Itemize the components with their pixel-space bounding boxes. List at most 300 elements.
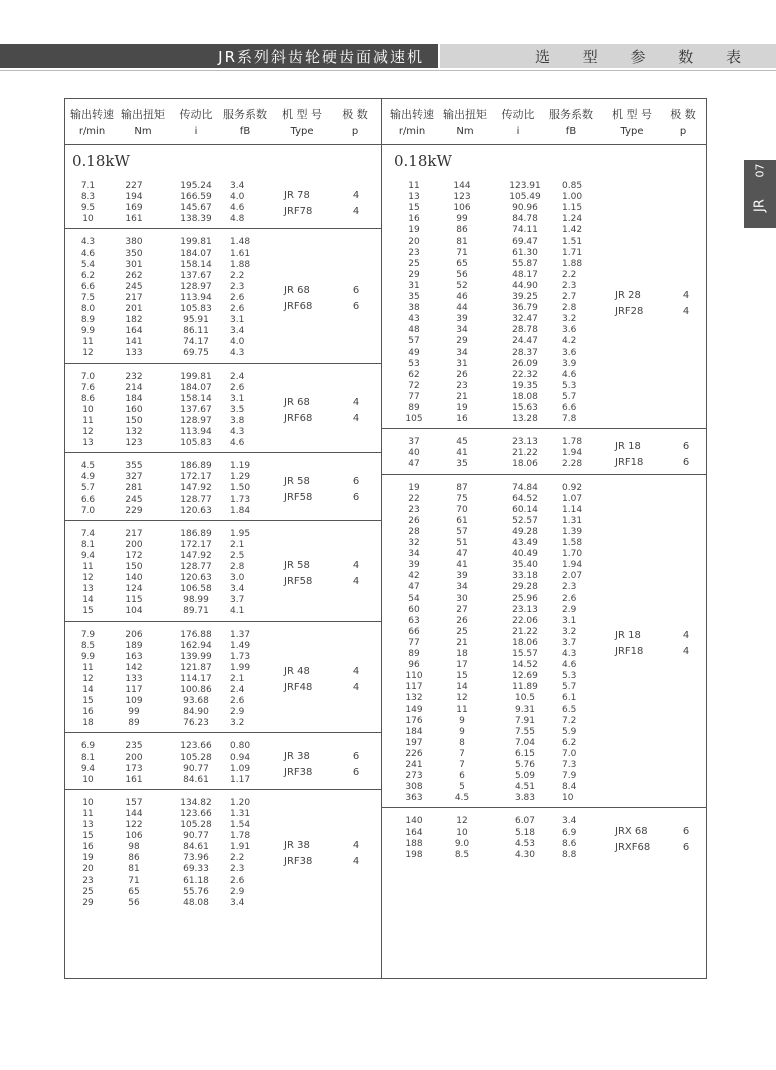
- ratio-cell: 5.76: [514, 760, 536, 770]
- torque-cell: 214: [125, 382, 143, 393]
- model-type: JRF78: [284, 206, 313, 218]
- ratio-cell: 137.67: [180, 270, 212, 281]
- speed-cell: 14: [82, 685, 94, 695]
- speed-cell: 140: [405, 816, 423, 827]
- model-type: JR 58: [284, 560, 310, 572]
- speed-cell: 117: [405, 682, 423, 693]
- service-factor-cell: 5.9: [562, 726, 577, 737]
- torque-cell: 173: [125, 763, 143, 774]
- table-row: [0, 181, 776, 192]
- table-row: [0, 571, 776, 582]
- service-factor-cell: 4.0: [230, 337, 245, 348]
- model-type: JR 58: [284, 475, 310, 487]
- torque-cell: 4.5: [454, 793, 470, 804]
- service-factor-cell: 3.6: [562, 347, 577, 358]
- service-factor-cell: 2.8: [230, 562, 245, 572]
- table-row: [0, 237, 776, 248]
- service-factor-cell: 2.6: [230, 304, 245, 314]
- torque-cell: 46: [456, 292, 468, 302]
- table-row: [0, 816, 776, 827]
- service-factor-cell: 3.1: [230, 315, 245, 326]
- torque-cell: 9: [459, 726, 465, 737]
- speed-cell: 15: [82, 606, 94, 617]
- service-factor-cell: 1.58: [562, 538, 583, 548]
- speed-cell: 23: [408, 247, 420, 258]
- ratio-cell: 43.49: [512, 538, 538, 548]
- table-row: [0, 560, 776, 571]
- service-factor-cell: 4.6: [562, 660, 577, 671]
- speed-cell: 49: [408, 347, 420, 358]
- ratio-cell: 25.96: [512, 593, 538, 604]
- speed-cell: 8.5: [80, 640, 96, 651]
- ratio-cell: 61.30: [512, 247, 538, 258]
- service-factor-cell: 1.61: [230, 248, 251, 259]
- ratio-cell: 4.51: [514, 782, 536, 793]
- speed-cell: 89: [408, 649, 420, 659]
- torque-cell: 44: [456, 303, 468, 314]
- ratio-cell: 100.86: [180, 685, 212, 695]
- torque-cell: 7: [459, 748, 465, 759]
- torque-cell: 39: [456, 314, 468, 325]
- service-factor-cell: 3.2: [230, 718, 245, 729]
- pole-count: 4: [352, 397, 360, 409]
- speed-cell: 11: [82, 562, 94, 572]
- speed-cell: 7.4: [80, 528, 96, 539]
- model-type: JRF48: [284, 682, 313, 694]
- service-factor-cell: 0.85: [562, 181, 583, 191]
- speed-cell: 6.6: [80, 281, 96, 292]
- service-factor-cell: 2.6: [230, 292, 245, 303]
- speed-cell: 8.1: [80, 539, 96, 550]
- speed-cell: 18: [82, 718, 94, 729]
- service-factor-cell: 3.6: [562, 325, 577, 336]
- col-speed-unit: r/min: [398, 126, 426, 137]
- torque-cell: 169: [125, 203, 143, 214]
- speed-cell: 63: [408, 615, 420, 626]
- col-type-unit: Type: [620, 126, 644, 137]
- torque-cell: 206: [125, 629, 143, 640]
- ratio-cell: 84.61: [183, 842, 209, 853]
- service-factor-cell: 3.1: [230, 393, 245, 404]
- torque-cell: 140: [125, 573, 143, 584]
- model-type: JR 18: [615, 440, 641, 452]
- service-factor-cell: 7.9: [562, 771, 577, 782]
- speed-cell: 10: [82, 214, 94, 225]
- speed-cell: 12: [82, 427, 94, 437]
- service-factor-cell: 0.80: [230, 741, 251, 752]
- speed-cell: 6.9: [80, 741, 96, 752]
- torque-cell: 122: [125, 820, 143, 830]
- torque-cell: 355: [125, 461, 143, 472]
- ratio-cell: 90.77: [183, 831, 209, 842]
- ratio-cell: 18.08: [512, 391, 538, 402]
- speed-cell: 29: [82, 897, 94, 908]
- table-row: [0, 516, 776, 527]
- table-row: [0, 828, 776, 839]
- ratio-cell: 84.78: [512, 214, 538, 225]
- model-type: JRF68: [284, 301, 313, 313]
- torque-cell: 245: [125, 494, 143, 505]
- service-factor-cell: 3.4: [230, 584, 245, 595]
- speed-cell: 77: [408, 391, 420, 402]
- speed-cell: 7.0: [80, 505, 96, 516]
- pole-count: 4: [352, 576, 360, 588]
- service-factor-cell: 1.48: [230, 237, 251, 248]
- ratio-cell: 93.68: [183, 696, 209, 707]
- pole-count: 6: [352, 766, 360, 778]
- ratio-cell: 21.22: [512, 448, 538, 459]
- ratio-cell: 166.59: [180, 192, 212, 203]
- speed-cell: 11: [82, 808, 94, 819]
- pole-count: 4: [352, 190, 360, 202]
- table-row: [0, 605, 776, 616]
- speed-cell: 184: [405, 726, 423, 737]
- service-factor-cell: 1.14: [562, 504, 583, 515]
- service-factor-cell: 1.31: [562, 515, 583, 526]
- ratio-cell: 15.57: [512, 649, 538, 659]
- ratio-cell: 7.55: [514, 726, 536, 737]
- table-row: [0, 850, 776, 861]
- service-factor-cell: 3.2: [562, 626, 577, 637]
- ratio-cell: 69.75: [183, 348, 209, 359]
- ratio-cell: 186.89: [180, 461, 212, 472]
- pole-count: 6: [682, 456, 690, 468]
- pole-count: 6: [352, 301, 360, 313]
- speed-cell: 7.5: [80, 292, 96, 303]
- torque-cell: 301: [125, 259, 143, 270]
- torque-cell: 117: [125, 685, 143, 695]
- table-row: [0, 876, 776, 887]
- service-factor-cell: 10: [562, 793, 574, 804]
- torque-cell: 184: [125, 393, 143, 404]
- ratio-cell: 69.33: [183, 864, 209, 875]
- ratio-cell: 35.40: [512, 560, 538, 571]
- service-factor-cell: 3.2: [562, 314, 577, 325]
- torque-cell: 142: [125, 662, 143, 673]
- ratio-cell: 184.07: [180, 382, 212, 393]
- col-pole-label: 极 数: [342, 108, 368, 121]
- ratio-cell: 84.61: [183, 774, 209, 785]
- model-type: JR 78: [284, 190, 310, 202]
- service-factor-cell: 2.9: [562, 604, 577, 615]
- pole-count: 4: [352, 560, 360, 572]
- group-divider: [382, 474, 707, 475]
- ratio-cell: 89.71: [183, 606, 209, 617]
- model-type: JRF28: [615, 306, 644, 318]
- speed-cell: 20: [82, 864, 94, 875]
- service-factor-cell: 1.49: [230, 640, 251, 651]
- service-factor-cell: 1.99: [230, 662, 251, 673]
- torque-cell: 81: [128, 864, 140, 875]
- service-factor-cell: 1.17: [230, 774, 251, 785]
- service-factor-cell: 2.4: [230, 371, 245, 382]
- torque-cell: 75: [456, 493, 468, 504]
- ratio-cell: 105.28: [180, 820, 212, 830]
- col-pole-unit: p: [679, 126, 687, 137]
- speed-cell: 164: [405, 827, 423, 838]
- service-factor-cell: 2.6: [230, 875, 245, 886]
- service-factor-cell: 5.7: [562, 391, 577, 402]
- table-row: [0, 281, 776, 292]
- torque-cell: 141: [125, 337, 143, 348]
- speed-cell: 13: [82, 584, 94, 595]
- ratio-cell: 23.13: [512, 604, 538, 615]
- service-factor-cell: 8.6: [562, 838, 577, 849]
- table-row: [0, 259, 776, 270]
- speed-cell: 62: [408, 369, 420, 380]
- right-column-header: [382, 98, 707, 145]
- service-factor-cell: 2.1: [230, 539, 245, 550]
- ratio-cell: 128.77: [180, 562, 212, 572]
- service-factor-cell: 3.4: [230, 326, 245, 337]
- speed-cell: 25: [408, 258, 420, 269]
- table-row: [0, 738, 776, 749]
- table-row: [0, 325, 776, 336]
- torque-cell: 11: [456, 704, 468, 715]
- service-factor-cell: 2.9: [230, 707, 245, 718]
- torque-cell: 350: [125, 248, 143, 259]
- speed-cell: 9.4: [80, 763, 96, 774]
- col-service-label: 服务系数: [549, 108, 593, 121]
- torque-cell: 123: [125, 438, 143, 449]
- model-type: JRF38: [284, 856, 313, 868]
- torque-cell: 200: [125, 539, 143, 550]
- speed-cell: 19: [408, 482, 420, 493]
- ratio-cell: 114.17: [180, 673, 212, 684]
- col-torque-label: 输出扭矩: [121, 108, 165, 121]
- model-type: JRF58: [284, 576, 313, 588]
- table-row: [0, 348, 776, 359]
- col-type-unit: Type: [290, 126, 314, 137]
- service-factor-cell: 1.88: [230, 259, 251, 270]
- service-factor-cell: 3.5: [230, 404, 245, 415]
- service-factor-cell: 1.15: [562, 203, 583, 214]
- speed-cell: 7.9: [80, 629, 96, 640]
- col-pole-label: 极 数: [670, 108, 696, 121]
- service-factor-cell: 1.73: [230, 651, 251, 662]
- speed-cell: 11: [82, 337, 94, 348]
- speed-cell: 11: [82, 415, 94, 426]
- pole-count: 4: [682, 290, 690, 302]
- torque-cell: 150: [125, 415, 143, 426]
- ratio-cell: 61.18: [183, 875, 209, 886]
- group-divider: [382, 428, 707, 429]
- table-row: [0, 381, 776, 392]
- speed-cell: 15: [82, 696, 94, 707]
- torque-cell: 87: [456, 482, 468, 493]
- service-factor-cell: 4.8: [230, 214, 245, 225]
- ratio-cell: 73.96: [183, 853, 209, 864]
- speed-cell: 197: [405, 737, 423, 748]
- service-factor-cell: 1.71: [562, 247, 583, 258]
- torque-cell: 217: [125, 528, 143, 539]
- model-type: JR 68: [284, 397, 310, 409]
- ratio-cell: 123.91: [509, 181, 541, 191]
- torque-cell: 115: [125, 595, 143, 606]
- speed-cell: 19: [82, 853, 94, 864]
- header-subtitle-bar: [440, 44, 776, 68]
- service-factor-cell: 1.37: [230, 629, 251, 640]
- ratio-cell: 74.84: [512, 482, 538, 493]
- service-factor-cell: 6.6: [562, 403, 577, 413]
- service-factor-cell: 7.8: [562, 414, 577, 425]
- ratio-cell: 199.81: [180, 371, 212, 382]
- table-row: [0, 682, 776, 693]
- ratio-cell: 44.90: [512, 280, 538, 291]
- pole-count: 6: [352, 491, 360, 503]
- speed-cell: 9.4: [80, 550, 96, 561]
- torque-cell: 164: [125, 326, 143, 337]
- col-speed-unit: r/min: [78, 126, 106, 137]
- table-row: [0, 225, 776, 236]
- model-type: JR 28: [615, 290, 641, 302]
- speed-cell: 42: [408, 571, 420, 582]
- service-factor-cell: 2.2: [562, 269, 577, 280]
- torque-cell: 235: [125, 741, 143, 752]
- speed-cell: 96: [408, 660, 420, 671]
- torque-cell: 227: [125, 181, 143, 191]
- speed-cell: 43: [408, 314, 420, 325]
- torque-cell: 86: [128, 853, 140, 864]
- speed-cell: 25: [82, 886, 94, 897]
- torque-cell: 56: [456, 269, 468, 280]
- ratio-cell: 3.83: [514, 793, 536, 804]
- table-row: [0, 392, 776, 403]
- torque-cell: 30: [456, 593, 468, 604]
- torque-cell: 132: [125, 427, 143, 437]
- speed-cell: 11: [408, 181, 420, 191]
- speed-cell: 16: [408, 214, 420, 225]
- pole-count: 6: [682, 841, 690, 853]
- speed-cell: 7.1: [80, 181, 96, 191]
- ratio-cell: 48.08: [183, 897, 209, 908]
- ratio-cell: 24.47: [512, 336, 538, 347]
- speed-cell: 176: [405, 715, 423, 726]
- ratio-cell: 33.18: [512, 571, 538, 582]
- torque-cell: 133: [125, 673, 143, 684]
- speed-cell: 5.7: [80, 483, 96, 494]
- speed-cell: 72: [408, 380, 420, 391]
- ratio-cell: 176.88: [180, 629, 212, 640]
- torque-cell: 5: [459, 782, 465, 793]
- ratio-cell: 147.92: [180, 550, 212, 561]
- service-factor-cell: 1.78: [562, 437, 583, 448]
- speed-cell: 89: [408, 403, 420, 413]
- torque-cell: 157: [125, 797, 143, 808]
- speed-cell: 9.5: [80, 203, 96, 214]
- side-tab-label: JR: [752, 199, 768, 212]
- ratio-cell: 11.89: [512, 682, 538, 693]
- left-column-header: [64, 98, 381, 145]
- torque-cell: 14: [456, 682, 468, 693]
- service-factor-cell: 1.07: [562, 493, 583, 504]
- service-factor-cell: 2.9: [230, 886, 245, 897]
- speed-cell: 105: [405, 414, 423, 425]
- table-row: [0, 292, 776, 303]
- model-type: JRX 68: [615, 825, 648, 837]
- ratio-cell: 105.28: [180, 752, 212, 763]
- ratio-cell: 105.83: [180, 304, 212, 314]
- table-row: [0, 505, 776, 516]
- model-type: JR 48: [284, 666, 310, 678]
- ratio-cell: 48.17: [512, 269, 538, 280]
- ratio-cell: 95.91: [183, 315, 209, 326]
- torque-cell: 161: [125, 774, 143, 785]
- service-factor-cell: 3.4: [562, 816, 577, 827]
- torque-cell: 41: [456, 448, 468, 459]
- model-type: JRF18: [615, 456, 644, 468]
- table-row: [0, 616, 776, 627]
- torque-cell: 35: [456, 459, 468, 470]
- col-speed-label: 输出转速: [70, 108, 114, 121]
- torque-cell: 133: [125, 348, 143, 359]
- torque-cell: 144: [125, 808, 143, 819]
- service-factor-cell: 2.3: [562, 582, 577, 593]
- service-factor-cell: 1.42: [562, 225, 583, 236]
- torque-cell: 172: [125, 550, 143, 561]
- pole-count: 4: [352, 840, 360, 852]
- ratio-cell: 90.96: [512, 203, 538, 214]
- speed-cell: 363: [405, 793, 423, 804]
- ratio-cell: 22.32: [512, 369, 538, 380]
- col-service-unit: fB: [565, 126, 577, 137]
- col-torque-unit: Nm: [456, 126, 474, 137]
- torque-cell: 21: [456, 391, 468, 402]
- speed-cell: 6.6: [80, 494, 96, 505]
- ratio-cell: 28.78: [512, 325, 538, 336]
- ratio-cell: 6.15: [514, 748, 536, 759]
- service-factor-cell: 2.07: [562, 571, 583, 582]
- table-row: [0, 864, 776, 875]
- service-factor-cell: 3.7: [230, 595, 245, 606]
- speed-cell: 308: [405, 782, 423, 793]
- model-type: JR 38: [284, 840, 310, 852]
- service-factor-cell: 1.20: [230, 797, 251, 808]
- torque-cell: 34: [456, 325, 468, 336]
- table-row: [0, 527, 776, 538]
- table-row: [0, 203, 776, 214]
- speed-cell: 23: [82, 875, 94, 886]
- speed-cell: 4.9: [80, 472, 96, 483]
- table-row: [0, 594, 776, 605]
- ratio-cell: 120.63: [180, 505, 212, 516]
- torque-cell: 34: [456, 582, 468, 593]
- service-factor-cell: 2.1: [230, 673, 245, 684]
- torque-cell: 163: [125, 651, 143, 662]
- ratio-cell: 128.97: [180, 281, 212, 292]
- ratio-cell: 26.09: [512, 358, 538, 369]
- torque-cell: 47: [456, 549, 468, 560]
- pole-count: 6: [352, 475, 360, 487]
- ratio-cell: 113.94: [180, 427, 212, 437]
- torque-cell: 89: [128, 718, 140, 729]
- service-factor-cell: 1.70: [562, 549, 583, 560]
- table-row: [0, 370, 776, 381]
- ratio-cell: 18.06: [512, 637, 538, 648]
- service-factor-cell: 4.1: [230, 606, 245, 617]
- ratio-cell: 90.77: [183, 763, 209, 774]
- torque-cell: 8.5: [454, 849, 470, 860]
- torque-cell: 232: [125, 371, 143, 382]
- speed-cell: 13: [82, 438, 94, 449]
- col-ratio-unit: i: [516, 126, 520, 137]
- torque-cell: 123: [453, 192, 471, 203]
- table-row: [0, 627, 776, 638]
- service-factor-cell: 2.8: [562, 303, 577, 314]
- service-factor-cell: 2.2: [230, 853, 245, 864]
- speed-cell: 10: [82, 404, 94, 415]
- ratio-cell: 14.52: [512, 660, 538, 671]
